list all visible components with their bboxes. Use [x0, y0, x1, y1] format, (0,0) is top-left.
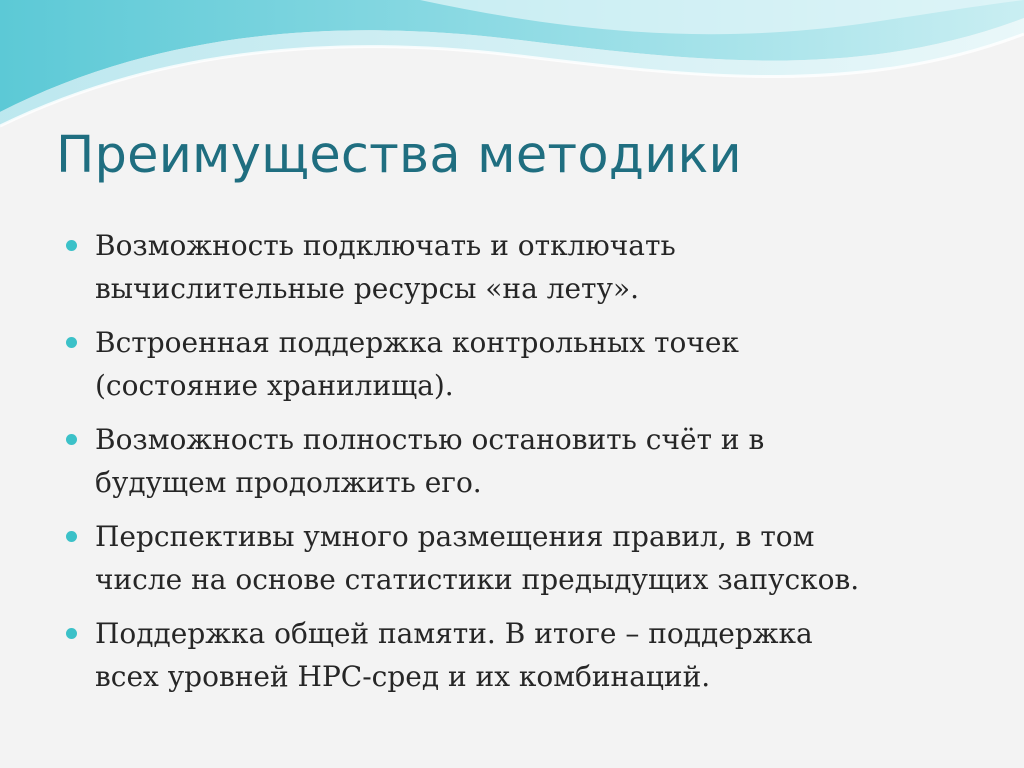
bullet-list	[66, 224, 966, 709]
bullet-line: числе на основе статистики предыдущих запусков.	[95, 563, 860, 596]
header-wave-decoration	[0, 0, 1024, 140]
bullet-item	[66, 321, 966, 407]
bullet-dot-icon	[66, 337, 77, 348]
bullet-line: вычислительные ресурсы «на лету».	[95, 272, 640, 305]
bullet-line: Встроенная поддержка контрольных точек	[95, 326, 739, 359]
bullet-line: Возможность подключать и отключать	[95, 229, 676, 262]
slide-title: Преимущества методики	[56, 126, 742, 185]
bullet-line: Перспективы умного размещения правил, в том	[95, 520, 815, 553]
bullet-line: всех уровней HPC-сред и их комбинаций.	[95, 660, 711, 693]
bullet-item	[66, 224, 966, 310]
bullet-item	[66, 418, 966, 504]
bullet-line: будущем продолжить его.	[95, 466, 482, 499]
bullet-dot-icon	[66, 628, 77, 639]
bullet-line: Поддержка общей памяти. В итоге – поддержка	[95, 617, 813, 650]
bullet-dot-icon	[66, 434, 77, 445]
bullet-item	[66, 612, 966, 698]
bullet-dot-icon	[66, 531, 77, 542]
bullet-line: Возможность полностью остановить счёт и в	[95, 423, 765, 456]
bullet-item	[66, 515, 966, 601]
bullet-line: (состояние хранилища).	[95, 369, 454, 402]
bullet-dot-icon	[66, 240, 77, 251]
